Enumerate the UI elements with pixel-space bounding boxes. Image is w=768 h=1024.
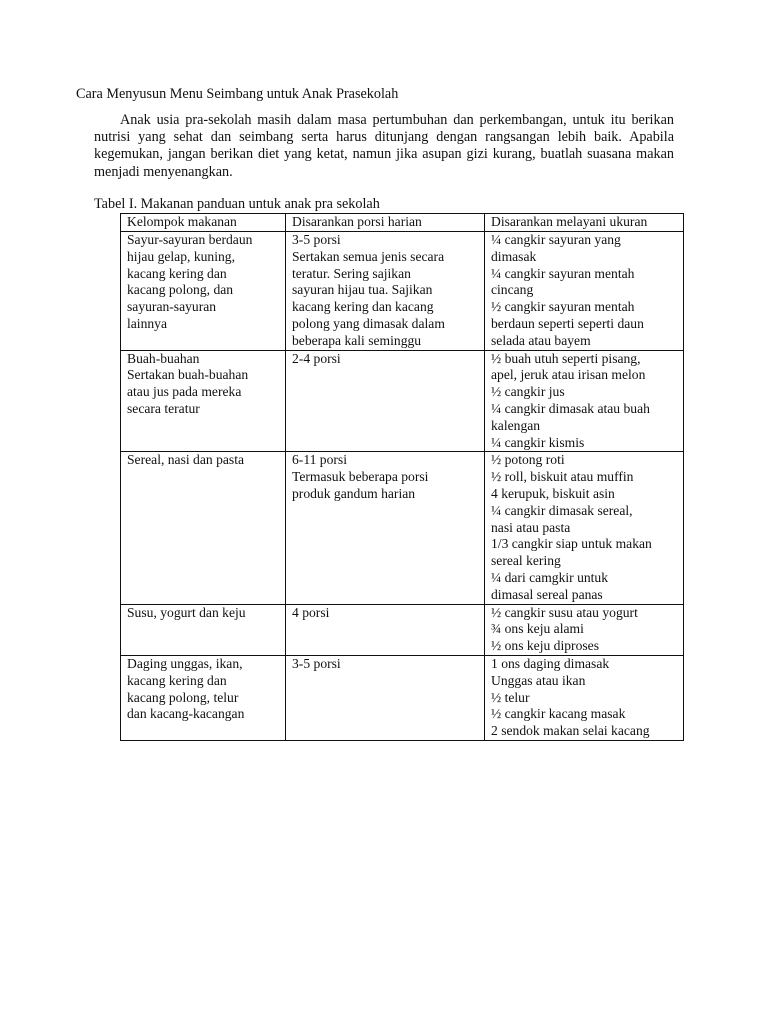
- cell-line: sereal kering: [491, 553, 561, 569]
- cell-line: cincang: [491, 282, 534, 298]
- cell-daily-portion: [286, 232, 485, 351]
- cell-food-group: [121, 655, 286, 740]
- cell-line: sayuran-sayuran: [127, 299, 217, 315]
- cell-line: ¼ dari camgkir untuk: [491, 569, 609, 585]
- cell-line: Termasuk beberapa porsi: [292, 469, 429, 485]
- cell-line: Sertakan semua jenis secara: [292, 248, 445, 264]
- cell-line: secara teratur: [127, 400, 200, 416]
- cell-line: ¼ cangkir dimasak sereal,: [491, 502, 633, 518]
- cell-line: 3-5 porsi: [292, 232, 341, 247]
- cell-serving-size: [485, 452, 684, 604]
- cell-line: dimasak: [491, 248, 537, 264]
- table-header-row: [121, 214, 684, 232]
- table-caption: Tabel I. Makanan panduan untuk anak pra sekolah: [94, 196, 380, 212]
- cell-line: 6-11 porsi: [292, 452, 347, 468]
- cell-line: kacang polong, telur: [127, 689, 239, 705]
- cell-line: ½ cangkir susu atau yogurt: [491, 604, 638, 620]
- cell-line: Sereal, nasi dan pasta: [127, 452, 245, 468]
- cell-line: ¼ cangkir kismis: [491, 434, 585, 450]
- cell-food-group: [121, 350, 286, 452]
- cell-line: ½ cangkir sayuran mentah: [491, 299, 635, 315]
- cell-line: lainnya: [127, 315, 168, 331]
- cell-line: teratur. Sering sajikan: [292, 265, 411, 281]
- cell-line: selada atau bayem: [491, 332, 591, 348]
- cell-line: 2 sendok makan selai kacang: [491, 723, 650, 739]
- cell-line: Sertakan buah-buahan: [127, 367, 249, 383]
- cell-line: kacang polong, dan: [127, 282, 234, 298]
- cell-line: ½ cangkir kacang masak: [491, 706, 626, 722]
- cell-daily-portion: [286, 452, 485, 604]
- cell-serving-size: [485, 232, 684, 351]
- cell-line: ½ buah utuh seperti pisang,: [491, 350, 641, 366]
- cell-line: kacang kering dan kacang: [292, 299, 434, 315]
- cell-line: berdaun seperti seperti daun: [491, 315, 644, 331]
- cell-line: produk gandum harian: [292, 485, 416, 501]
- cell-line: ¼ cangkir sayuran mentah: [491, 265, 635, 281]
- cell-line: dan kacang-kacangan: [127, 706, 245, 722]
- cell-line: ½ roll, biskuit atau muffin: [491, 469, 634, 485]
- cell-line: kacang kering dan: [127, 265, 227, 281]
- cell-line: Sayur-sayuran berdaun: [127, 232, 253, 247]
- cell-food-group: [121, 604, 286, 655]
- cell-line: Daging unggas, ikan,: [127, 655, 243, 671]
- cell-line: Susu, yogurt dan keju: [127, 604, 246, 620]
- cell-line: Unggas atau ikan: [491, 672, 586, 688]
- cell-daily-portion: [286, 604, 485, 655]
- cell-line: ½ potong roti: [491, 452, 565, 468]
- header-serving-size: Disarankan melayani ukuran: [485, 214, 684, 232]
- cell-line: 4 kerupuk, biskuit asin: [491, 485, 615, 501]
- cell-line: Buah-buahan: [127, 350, 200, 366]
- cell-line: 3-5 porsi: [292, 655, 341, 671]
- cell-line: sayuran hijau tua. Sajikan: [292, 282, 433, 298]
- cell-line: 2-4 porsi: [292, 350, 341, 366]
- intro-paragraph: Anak usia pra-sekolah masih dalam masa pertumbuhan dan perkembangan, untuk itu berikan nutrisi yang sehat dan seimbang serta harus ditunjang dengan rangsangan lebih baik. Apabila kegemukan, jangan berikan diet yang ketat, namun jika asupan gizi kurang, buatlah suasana makan menjadi menyenangkan.: [94, 112, 674, 180]
- cell-line: nasi atau pasta: [491, 519, 571, 535]
- cell-line: ¾ ons keju alami: [491, 621, 584, 637]
- cell-line: 1 ons daging dimasak: [491, 655, 610, 671]
- cell-line: ¼ cangkir sayuran yang: [491, 232, 621, 247]
- cell-line: beberapa kali seminggu: [292, 332, 422, 348]
- cell-serving-size: [485, 350, 684, 452]
- cell-line: hijau gelap, kuning,: [127, 248, 235, 264]
- cell-serving-size: [485, 655, 684, 740]
- cell-daily-portion: [286, 655, 485, 740]
- table-row: [121, 655, 684, 740]
- cell-line: kalengan: [491, 417, 541, 433]
- table-row: [121, 452, 684, 604]
- food-guide-table: [120, 213, 684, 741]
- cell-daily-portion: [286, 350, 485, 452]
- cell-line: ½ cangkir jus: [491, 384, 565, 400]
- header-food-group: Kelompok makanan: [121, 214, 286, 232]
- header-daily-portion: Disarankan porsi harian: [286, 214, 485, 232]
- cell-food-group: [121, 232, 286, 351]
- cell-line: 4 porsi: [292, 604, 330, 620]
- cell-line: kacang kering dan: [127, 672, 227, 688]
- cell-line: polong yang dimasak dalam: [292, 315, 445, 331]
- cell-line: ½ telur: [491, 689, 530, 705]
- cell-line: ¼ cangkir dimasak atau buah: [491, 400, 650, 416]
- table-row: [121, 604, 684, 655]
- cell-line: 1/3 cangkir siap untuk makan: [491, 536, 652, 552]
- table-row: [121, 350, 684, 452]
- cell-line: dimasal sereal panas: [491, 586, 603, 602]
- cell-line: apel, jeruk atau irisan melon: [491, 367, 646, 383]
- table-row: [121, 232, 684, 351]
- cell-food-group: [121, 452, 286, 604]
- cell-line: atau jus pada mereka: [127, 384, 242, 400]
- document-title: Cara Menyusun Menu Seimbang untuk Anak Prasekolah: [76, 86, 399, 102]
- cell-line: ½ ons keju diproses: [491, 638, 599, 654]
- cell-serving-size: [485, 604, 684, 655]
